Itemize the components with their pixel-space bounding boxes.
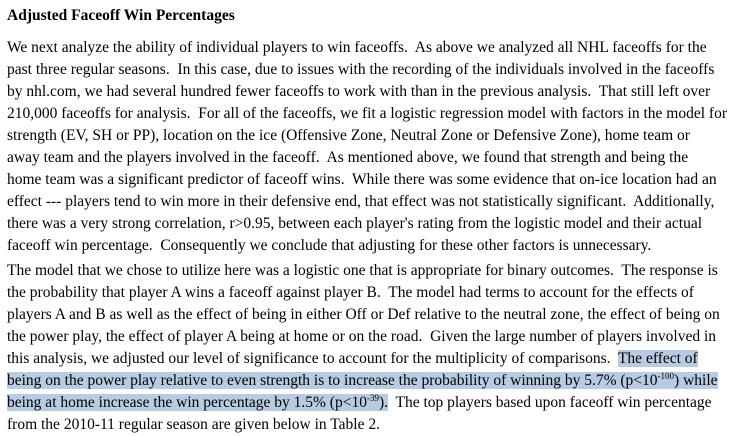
exponent[interactable]: -100 xyxy=(657,371,675,381)
text-line[interactable]: The model that we chose to utilize here was a logistic one that is appropriate for binary outcomes. The response is xyxy=(7,262,718,279)
text-line[interactable]: the probability that player A wins a faceoff against player B. The model had terms to account for the effects of xyxy=(7,284,694,301)
text-line[interactable]: effect --- players tend to win more in their defensive end, that effect was not statistically significant. Additionally, xyxy=(7,193,715,210)
text-segment[interactable]: The top players based upon faceoff win percentage xyxy=(388,394,712,411)
section-heading: Adjusted Faceoff Win Percentages xyxy=(7,7,235,24)
text-line[interactable]: away team and the players involved in the faceoff. As mentioned above, we found that strength and being the xyxy=(7,149,689,166)
text-line[interactable]: players A and B as well as the effect of being in either Off or Def relative to the neutral zone, the effect of being on xyxy=(7,306,720,323)
text-segment[interactable]: being on the power play relative to even strength is to increase the probability of winning by 5.7% (p<10 xyxy=(7,372,658,389)
text-line-with-selection-end[interactable] xyxy=(7,392,720,414)
text-segment[interactable]: this analysis, we adjusted our level of significance to account for the multiplicity of comparisons. xyxy=(7,350,618,367)
text-line[interactable]: 210,000 faceoffs for analysis. For all of the faceoffs, we fit a logistic regression model with factors in the model for xyxy=(7,105,727,122)
paragraph-model-description[interactable] xyxy=(7,260,720,436)
text-segment[interactable]: being at home increase the win percentage by 1.5% (p<10 xyxy=(7,394,367,411)
text-line[interactable]: We next analyze the ability of individual players to win faceoffs. As above we analyzed all NHL faceoffs for the xyxy=(7,39,707,56)
text-line-selected[interactable] xyxy=(7,370,720,392)
selected-text[interactable] xyxy=(7,372,718,389)
text-line[interactable]: there was a very strong correlation, r>0.95, between each player's rating from the logistic model and their actual xyxy=(7,215,703,232)
text-line[interactable]: past three regular seasons. In this case, due to issues with the recording of the individuals involved in the faceoffs xyxy=(7,61,715,78)
text-line[interactable]: from the 2010-11 regular season are given below in Table 2. xyxy=(7,416,380,433)
selected-text[interactable]: The effect of xyxy=(617,350,698,367)
text-line[interactable]: the power play, the effect of player A being at home or on the road. Given the large number of players involved in xyxy=(7,328,717,345)
selected-text[interactable] xyxy=(7,394,388,411)
text-line-with-selection-start[interactable] xyxy=(7,348,720,370)
paragraph-faceoff-analysis[interactable] xyxy=(7,37,727,257)
text-line[interactable]: faceoff win percentage. Consequently we conclude that adjusting for these other factors is unnecessary. xyxy=(7,237,652,254)
text-segment[interactable]: ). xyxy=(378,394,388,411)
text-line[interactable]: strength (EV, SH or PP), location on the ice (Offensive Zone, Neutral Zone or Defensive Zone), home team or xyxy=(7,127,690,144)
exponent[interactable]: -39 xyxy=(366,393,379,403)
text-line[interactable]: by nhl.com, we had several hundred fewer faceoffs to work with than in the previous analysis. That still left over xyxy=(7,83,711,100)
text-line[interactable]: home team was a significant predictor of faceoff wins. While there was some evidence that on-ice location had an xyxy=(7,171,717,188)
text-segment[interactable]: ) while xyxy=(674,372,718,389)
